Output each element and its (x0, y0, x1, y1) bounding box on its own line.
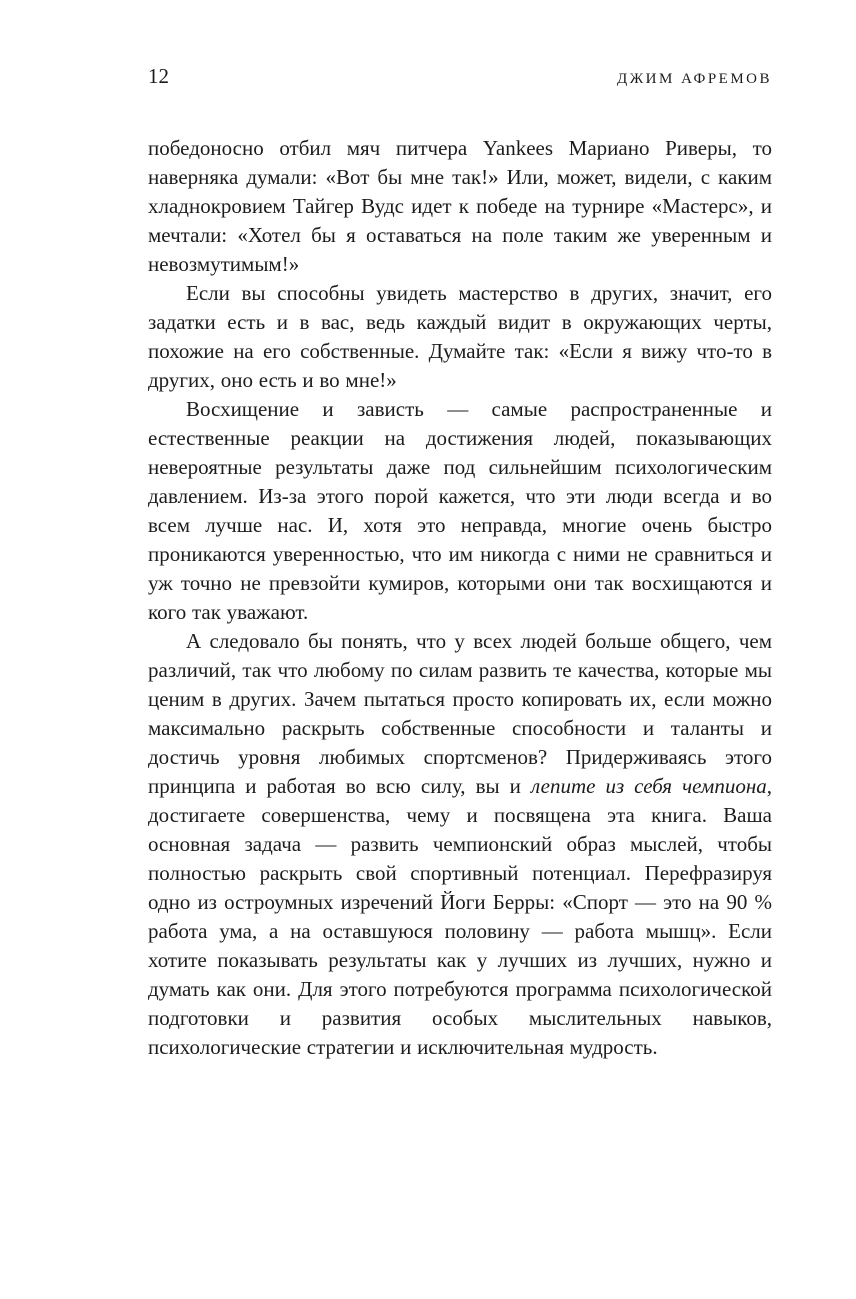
paragraph-text-italic: лепите из себя чемпиона (530, 774, 767, 798)
paragraph-text: победоносно отбил мяч питчера Yankees Мариано Риверы, то наверняка думали: «Вот бы мне так!» Или, может, видели, с каким хладнокровием Тайгер Вудс идет к победе на турнире «Мастерс», и мечтали: «Хотел бы я оставаться на поле таким же уверенным и невозмутимым!» (148, 136, 772, 276)
paragraph-text: Если вы способны увидеть мастерство в других, значит, его задатки есть и в вас, ведь каждый видит в окружающих черты, похожие на его собственные. Думайте так: «Если я вижу что-то в других, оно есть и во мне!» (148, 281, 772, 392)
paragraph-text: Восхищение и зависть — самые распространенные и естественные реакции на достижения людей, показывающих невероятные результаты даже под сильнейшим психологическим давлением. Из-за этого порой кажется, что эти люди всегда и во всем лучше нас. И, хотя это неправда, многие очень быстро проникаются уверенностью, что им никогда с ними не сравниться и уж точно не превзойти кумиров, которыми они так восхищаются и кого так уважают. (148, 397, 772, 624)
paragraph (148, 627, 772, 1062)
paragraph (148, 395, 772, 627)
paragraph (148, 279, 772, 395)
page-header (148, 66, 772, 88)
paragraph (148, 134, 772, 279)
running-header-author: ДЖИМ АФРЕМОВ (616, 71, 772, 87)
page-number: 12 (148, 64, 169, 88)
paragraph-text: А следовало бы понять, что у всех людей больше общего, чем различий, так что любому по силам развить те качества, которые мы ценим в других. Зачем пытаться просто копировать их, если можно максимально раскрыть собственные способности и таланты и достичь уровня любимых спортсменов? Придерживаясь этого принципа и работая во всю силу, вы и (148, 629, 772, 798)
paragraph-text: , достигаете совершенства, чему и посвящена эта книга. Ваша основная задача — развить чемпионский образ мыслей, чтобы полностью раскрыть свой спортивный потенциал. Перефразируя одно из остроумных изречений Йоги Берры: «Спорт — это на 90 % работа ума, а на оставшуюся половину — работа мышц». Если хотите показывать результаты как у лучших из лучших, нужно и думать как они. Для этого потребуются программа психологической подготовки и развития особых мыслительных навыков, психологические стратегии и исключительная мудрость. (148, 774, 772, 1059)
page-body (148, 134, 772, 1062)
